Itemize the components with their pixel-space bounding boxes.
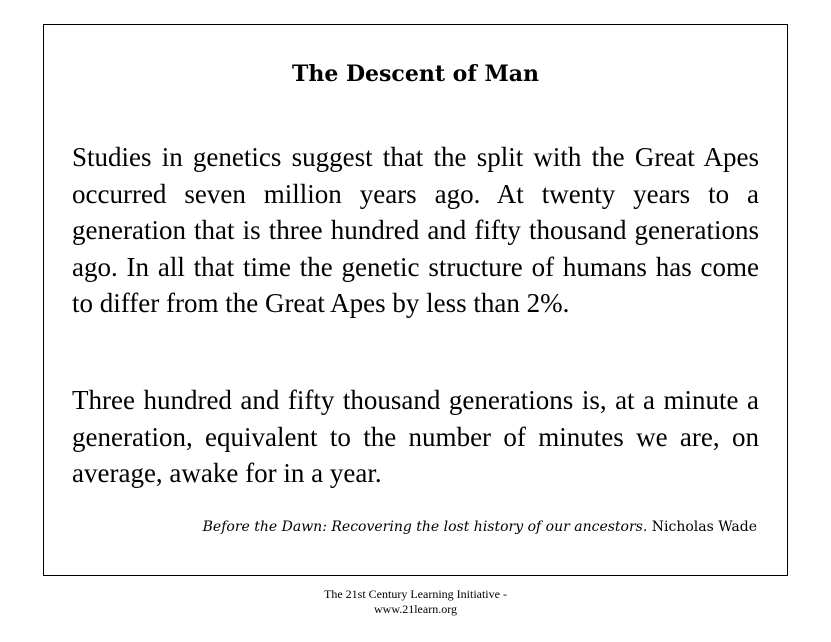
body-paragraph-2: Three hundred and fifty thousand generations is, at a minute a generation, equivalent to the number of minutes we are, on average, awake for in a year. (72, 385, 759, 488)
footer (0, 587, 831, 617)
citation-book-title: Before the Dawn: Recovering the lost history of our ancestors. (202, 519, 648, 535)
footer-url: www.21learn.org (374, 602, 457, 616)
citation-author: Nicholas Wade (647, 519, 757, 535)
footer-organization: The 21st Century Learning Initiative - (324, 587, 507, 601)
slide-frame (43, 24, 788, 576)
slide-title: The Descent of Man (291, 61, 540, 87)
citation (203, 519, 757, 535)
body-paragraph-1: Studies in genetics suggest that the split with the Great Apes occurred seven million years ago. At twenty years to a generation that is three hundred and fifty thousand generations ago. In all that time the genetic structure of humans has come to differ from the Great Apes by less than 2%. (72, 142, 759, 318)
